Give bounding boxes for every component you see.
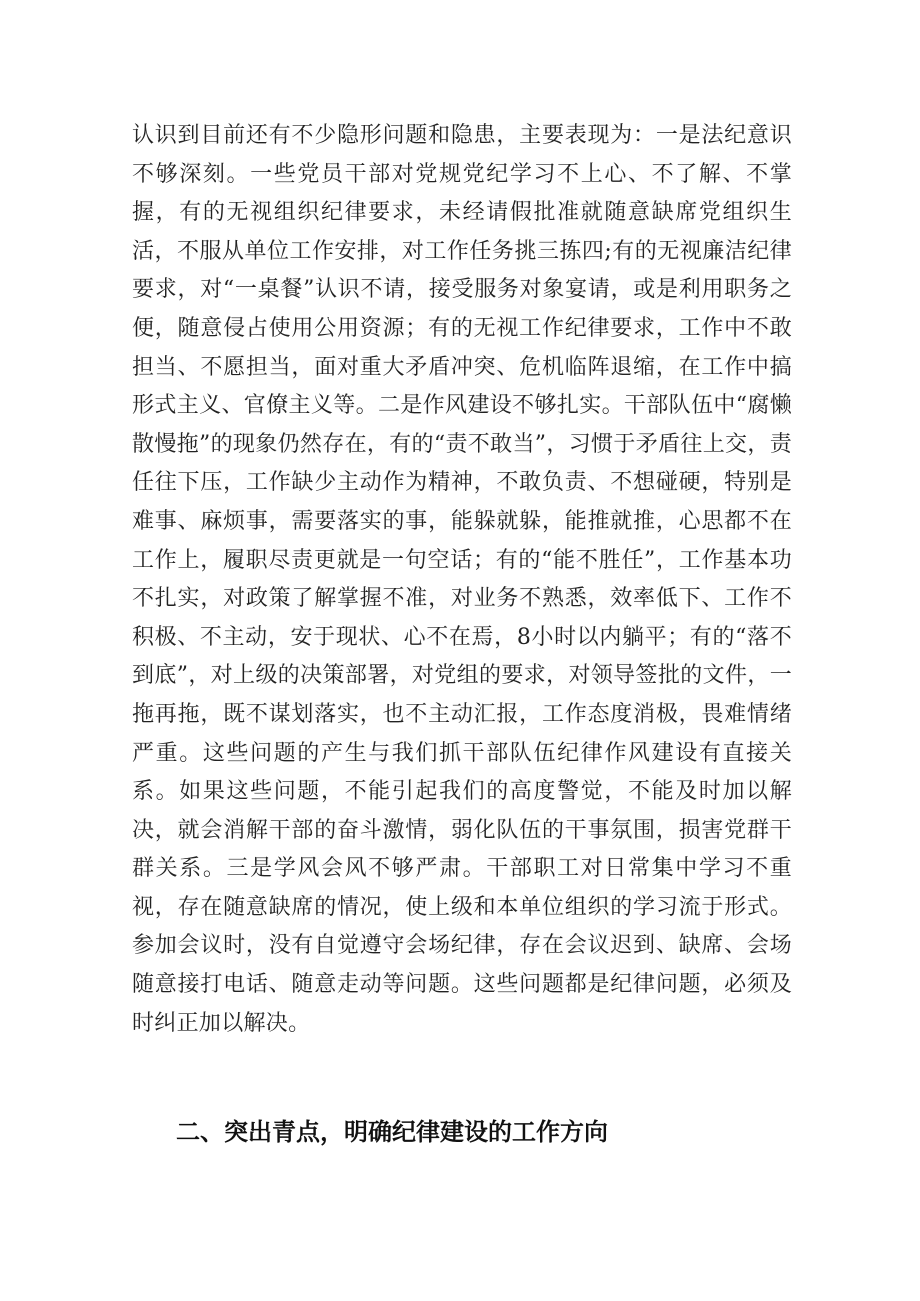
section-heading: 二、突出青点，明确纪律建设的工作方向 xyxy=(176,1118,608,1146)
body-paragraph: 认识到目前还有不少隐形问题和隐患，主要表现为：一是法纪意识不够深刻。一些党员干部对党规党纪学习不上心、不了解、不掌握，有的无视组织纪律要求，未经请假批准就随意缺席党组织生活，不服从单位工作安排，对工作任务挑三拣四;有的无视廉洁纪律要求，对“一桌餐”认识不请，接受服务对象宴请，或是利用职务之便，随意侵占使用公用资源；有的无视工作纪律要求，工作中不敢担当、不愿担当，面对重大矛盾冲突、危机临阵退缩，在工作中搞形式主义、官僚主义等。二是作风建设不够扎实。干部队伍中“腐懒散慢拖”的现象仍然存在，有的“责不敢当”，习惯于矛盾往上交，责任往下压，工作缺少主动作为精神，不敢负责、不想碰硬，特别是难事、麻烦事，需要落实的事，能躲就躲，能推就推，心思都不在工作上，履职尽责更就是一句空话；有的“能不胜任”，工作基本功不扎实，对政策了解掌握不准，对业务不熟悉，效率低下、工作不积极、不主动，安于现状、心不在焉，8小时以内躺平；有的“落不到底”，对上级的决策部署，对党组的要求，对领导签批的文件，一拖再拖，既不谋划落实，也不主动汇报，工作态度消极，畏难情绪严重。这些问题的产生与我们抓干部队伍纪律作风建设有直接关系。如果这些问题，不能引起我们的高度警觉，不能及时加以解决，就会消解干部的奋斗激情，弱化队伍的干事氛围，损害党群干群关系。三是学风会风不够严肃。干部职工对日常集中学习不重视，存在随意缺席的情况，使上级和本单位组织的学习流于形式。参加会议时，没有自觉遵守会场纪律，存在会议迟到、缺席、会场随意接打电话、随意走动等问题。这些问题都是纪律问题，必须及时纠正加以解决。 xyxy=(132,123,792,1036)
